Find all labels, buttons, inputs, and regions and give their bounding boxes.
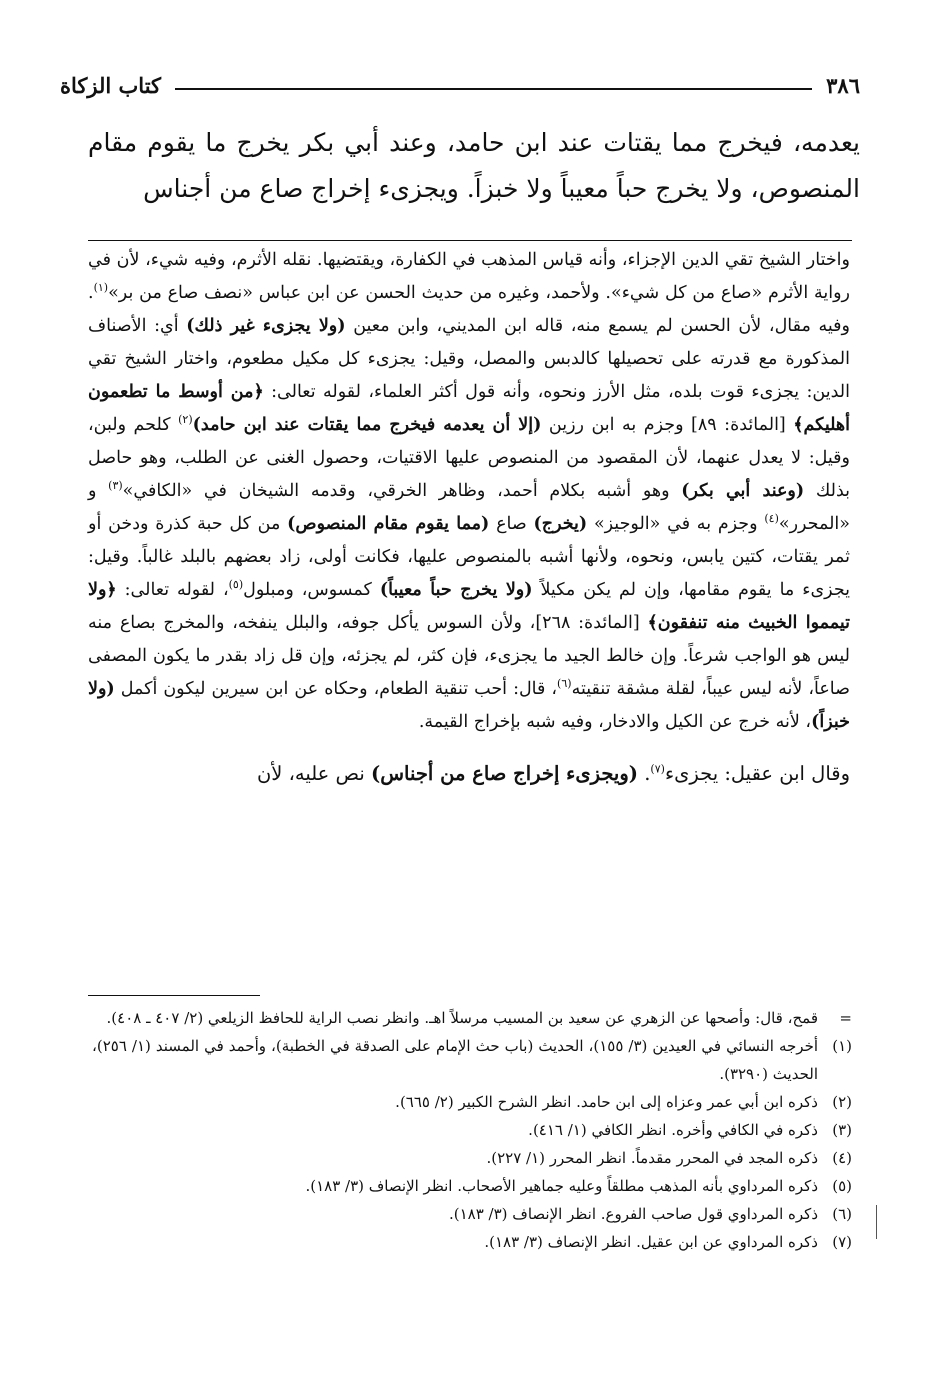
commentary-text: كلحم ولبن، وقيل: لا يعدل عنهما، لأن المقصود من المنصوص عليها الاقتيات، وحصول الغنى عن الطلب، وهو حاصل بذلك [88, 415, 850, 501]
matn-quote: (مما يقوم مقام المنصوص) [287, 514, 490, 534]
footnote-ref: (٦) [557, 677, 572, 691]
matn-text: يعدمه، فيخرج مما يقتات عند ابن حامد، وعند أبي بكر يخرج ما يقوم مقام المنصوص، ولا يخرج حباً معيباً ولا خبزاً. ويجزىء إخراج صاع من أجناس [88, 128, 860, 203]
footnote [92, 1088, 852, 1116]
quran-quote: ﴿ولا تيمموا الخبيث منه تنفقون﴾ [88, 580, 851, 633]
matn-quote: (يخرج) [533, 514, 588, 534]
footnote-number: (٧) [832, 1233, 852, 1251]
footnote-text: أخرجه النسائي في العيدين (٣/ ١٥٥)، الحديث (باب حث الإمام على الصدقة في الخطبة)، وأحمد في المسند (١/ ٢٥٦)، الحديث (٣٢٩٠). [92, 1037, 819, 1083]
commentary-text: . وفيه مقال، لأن الحسن لم يسمع منه، قاله ابن المديني، وابن معين [88, 283, 850, 336]
footnote-number: (١) [832, 1037, 852, 1055]
footnote-ref: (٥) [228, 578, 244, 592]
footnote-text: ذكره المرداوي بأنه المذهب مطلقاً وعليه جماهير الأصحاب. انظر الإنصاف (٣/ ١٨٣). [305, 1177, 818, 1195]
footnote-ref: (٤) [764, 512, 779, 526]
commentary-text: وهو أشبه بكلام أحمد، وظاهر الخرقي، وقدمه الشيخان في «الكافي» [122, 481, 682, 501]
running-header [60, 58, 860, 98]
matn-quote: (ويجزىء إخراج صاع من أجناس) [371, 762, 639, 785]
header-rule [175, 88, 812, 90]
footnotes [92, 1004, 852, 1256]
footnote [92, 1200, 852, 1228]
commentary-text: كمسوس، ومبلول [243, 580, 380, 600]
matn-quote: (وعند أبي بكر) [681, 481, 805, 501]
commentary-text: ، قال: أحب تنقية الطعام، وحكاه عن ابن سيرين ليكون أكمل [114, 679, 558, 699]
footnote-ref: (٢) [178, 413, 193, 427]
footnote-text: ذكره المرداوي قول صاحب الفروع. انظر الإنصاف (٣/ ١٨٣). [448, 1205, 818, 1223]
footnote-text: ذكره في الكافي وأخره. انظر الكافي (١/ ٤١٦). [528, 1121, 818, 1139]
footnote [92, 1144, 852, 1172]
footnote-text: ذكره ابن أبي عمر وعزاه إلى ابن حامد. انظر الشرح الكبير (٢/ ٦٦٥). [395, 1093, 818, 1111]
footnote [92, 1172, 852, 1200]
book-title: كتاب الزكاة [60, 73, 162, 98]
footnote-number: (٤) [832, 1149, 852, 1167]
matn-quote: (ولا خبزاً) [88, 679, 850, 732]
footnote-number: (٢) [832, 1093, 852, 1111]
commentary-text: . [638, 762, 651, 785]
quran-quote: ﴿من أوسط ما تطعمون أهليكم﴾ [88, 382, 850, 435]
commentary-text: وقال ابن عقيل: يجزىء [664, 762, 850, 785]
scan-margin-mark [876, 1205, 877, 1239]
commentary-text: ، لأنه خرج عن الكيل والادخار، وفيه شبه بإخراج القيمة. [418, 712, 812, 732]
commentary-text: ، لقوله تعالى: [116, 580, 229, 600]
commentary-text: [المائدة: ٢٦٨]، ولأن السوس يأكل جوفه، والبلل ينفخه، والمخرج بصاع منه ليس هو الواجب شرعاً. وإن خالط الجيد ما يجزىء، فإن كثر، لم يجزئه، وإن قل زاد بقدر ما يكون المصفى صاعاً، لأنه ليس عيباً، لقلة مشقة تنقيته [88, 613, 850, 699]
matn-divider [88, 240, 852, 241]
matn-quote: (ولا يخرج حباً معيباً) [379, 580, 533, 600]
commentary-text: أي: الأصناف المذكورة مع قدرته على تحصيلها كالدبس والمصل، وقيل: يجزىء كل مكيل مطعوم، واختار الشيخ تقي الدين: يجزىء قوت بلده، مثل الأرز ونحوه، وأنه قول أكثر العلماء، لقوله تعالى: [88, 316, 850, 402]
footnote-divider [88, 995, 260, 996]
commentary-tail [88, 757, 850, 791]
footnote-number: (٦) [832, 1205, 852, 1223]
footnote-ref: (٣) [108, 479, 123, 493]
footnote [92, 1116, 852, 1144]
footnote-text: قمح، قال: وأصحها عن الزهري عن سعيد بن المسيب مرسلاً اهـ. وانظر نصب الراية للحافظ الزيلعي (٢/ ٤٠٧ ـ ٤٠٨). [106, 1009, 818, 1027]
commentary-text: واختار الشيخ تقي الدين الإجزاء، وأنه قياس المذهب في الكفارة، ويقتضيها. نقله الأثرم، وفيه شيء، لأن في رواية الأثرم «صاع من كل شيء». ولأحمد، وغيره من حديث الحسن عن ابن عباس «نصف صاع من بر» [88, 250, 850, 303]
footnote [92, 1228, 852, 1256]
footnote-continuation [92, 1004, 852, 1032]
commentary-text: [المائدة: ٨٩] وجزم به ابن رزين [541, 415, 794, 435]
commentary [88, 244, 850, 791]
commentary-text: من كل حبة كذرة ودخن أو ثمر يقتات، كتين يابس، ونحوه، ولأنها أشبه بالمنصوص عليها، فكانت أولى، زاد بعضهم بالبلد غالباً. وقيل: يجزىء ما يقوم مقامها، وإن لم يكن مكيلاً [88, 514, 850, 600]
footnote-ref: (٧) [650, 762, 665, 776]
matn-quote: (ولا يجزىء غير ذلك) [186, 316, 346, 336]
footnote-number: (٣) [832, 1121, 852, 1139]
footnote-number: (٥) [832, 1177, 852, 1195]
commentary-text: و «المحرر» [88, 481, 850, 534]
commentary-text: وجزم به في «الوجيز» [587, 514, 765, 534]
footnote [92, 1032, 852, 1088]
page-number: ٣٨٦ [826, 73, 860, 98]
matn-quote: (إلا أن يعدمه فيخرج مما يقتات عند ابن حامد) [192, 415, 542, 435]
footnote-ref: (١) [93, 281, 109, 295]
commentary-text: نص عليه، لأن [256, 762, 372, 785]
footnote-text: ذكره المرداوي عن ابن عقيل. انظر الإنصاف (٣/ ١٨٣). [484, 1233, 818, 1251]
footnote-text: ذكره المجد في المحرر مقدماً. انظر المحرر (١/ ٢٢٧). [486, 1149, 818, 1167]
footnote-number: = [839, 1009, 852, 1027]
commentary-text: صاع [489, 514, 534, 534]
